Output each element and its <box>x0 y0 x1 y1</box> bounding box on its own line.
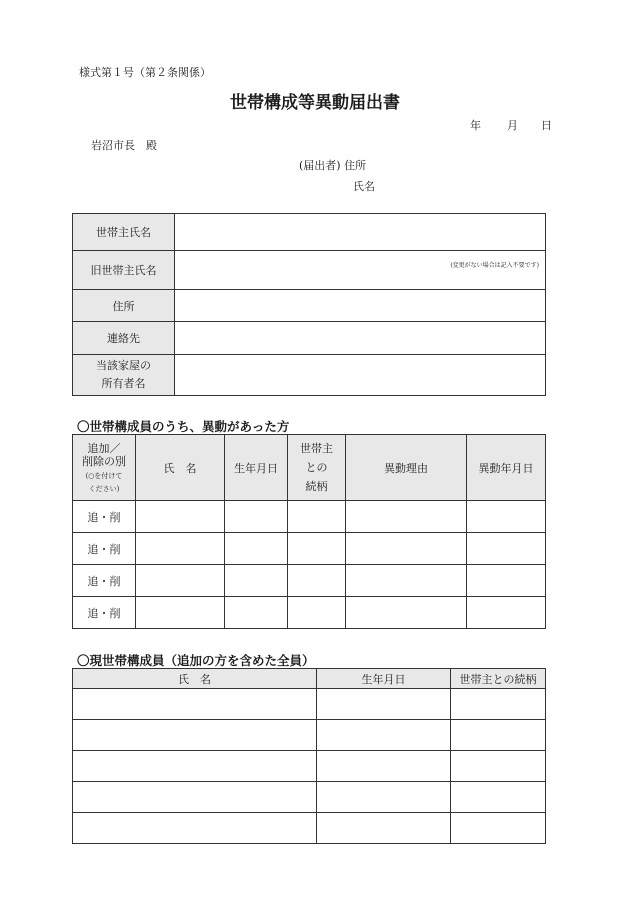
table-row <box>73 597 546 629</box>
member-name-cell[interactable] <box>73 813 317 844</box>
relation-cell[interactable] <box>288 501 346 533</box>
members-col-relationship: 世帯主との続柄 <box>451 669 546 689</box>
member-name-cell[interactable] <box>73 720 317 751</box>
changes-heading: 〇世帯構成員のうち、異動があった方 <box>77 419 290 434</box>
household-head-label: 世帯主氏名 <box>73 214 175 251</box>
reason-cell[interactable] <box>346 533 467 565</box>
form-title: 世帯構成等異動届出書 <box>230 93 400 113</box>
member-name-cell[interactable] <box>73 782 317 813</box>
member-birth-cell[interactable] <box>317 689 451 720</box>
member-birth-cell[interactable] <box>317 751 451 782</box>
relation-cell[interactable] <box>288 565 346 597</box>
date-day-label: 日 <box>541 119 552 132</box>
name-cell[interactable] <box>136 501 225 533</box>
member-birth-cell[interactable] <box>317 720 451 751</box>
col-reason: 異動理由 <box>346 435 467 501</box>
table-row <box>73 751 546 782</box>
add-delete-mark[interactable]: 追・削 <box>73 533 136 565</box>
members-heading: 〇現世帯構成員（追加の方を含めた全員） <box>77 653 315 668</box>
former-head-note: (変更がない場合は記入不要です) <box>450 262 539 269</box>
col-add-delete-line2: 削除の別 <box>82 454 126 468</box>
reason-cell[interactable] <box>346 597 467 629</box>
addressee: 岩沼市長 殿 <box>91 139 157 152</box>
birth-cell[interactable] <box>225 597 288 629</box>
reason-cell[interactable] <box>346 501 467 533</box>
applicant-name-label: 氏名 <box>353 180 375 193</box>
contact-label: 連絡先 <box>73 322 175 355</box>
name-cell[interactable] <box>136 565 225 597</box>
member-birth-cell[interactable] <box>317 782 451 813</box>
add-delete-mark[interactable]: 追・削 <box>73 565 136 597</box>
table-row <box>73 501 546 533</box>
relation-cell[interactable] <box>288 533 346 565</box>
table-row <box>73 533 546 565</box>
member-relation-cell[interactable] <box>451 689 546 720</box>
col-rel-line1: 世帯主 <box>300 442 333 455</box>
members-col-name: 氏 名 <box>73 669 317 689</box>
col-add-delete-line1: 追加／ <box>87 441 121 455</box>
members-col-birthdate: 生年月日 <box>317 669 451 689</box>
household-table <box>72 213 546 396</box>
col-rel-line3: 続柄 <box>305 480 328 493</box>
changes-table <box>72 434 546 629</box>
date-cell[interactable] <box>467 533 546 565</box>
table-row <box>73 813 546 844</box>
add-delete-mark[interactable]: 追・削 <box>73 597 136 629</box>
members-table <box>72 668 546 844</box>
contact-field[interactable] <box>175 322 546 355</box>
date-year-label: 年 <box>470 119 481 132</box>
date-cell[interactable] <box>467 597 546 629</box>
birth-cell[interactable] <box>225 501 288 533</box>
date-cell[interactable] <box>467 565 546 597</box>
owner-label-line1: 当該家屋の <box>96 359 151 372</box>
relation-cell[interactable] <box>288 597 346 629</box>
birth-cell[interactable] <box>225 533 288 565</box>
owner-field[interactable] <box>175 355 546 396</box>
name-cell[interactable] <box>136 533 225 565</box>
col-relationship <box>288 435 346 501</box>
member-relation-cell[interactable] <box>451 720 546 751</box>
birth-cell[interactable] <box>225 565 288 597</box>
former-head-label: 旧世帯主氏名 <box>73 251 175 290</box>
col-add-delete <box>73 435 136 501</box>
member-relation-cell[interactable] <box>451 813 546 844</box>
applicant-address-label: (届出者) 住所 <box>299 159 367 172</box>
address-label: 住所 <box>73 290 175 322</box>
former-head-field[interactable] <box>175 251 546 290</box>
table-row <box>73 689 546 720</box>
owner-label-line2: 所有者名 <box>101 377 146 390</box>
col-name: 氏 名 <box>136 435 225 501</box>
date-cell[interactable] <box>467 501 546 533</box>
col-rel-line2: との <box>305 461 328 474</box>
col-add-delete-note1: (○を付けて <box>85 471 123 480</box>
name-cell[interactable] <box>136 597 225 629</box>
col-add-delete-note2: ください) <box>88 484 120 493</box>
table-row <box>73 720 546 751</box>
table-row <box>73 782 546 813</box>
household-head-field[interactable] <box>175 214 546 251</box>
add-delete-mark[interactable]: 追・削 <box>73 501 136 533</box>
date-month-label: 月 <box>507 119 518 132</box>
member-relation-cell[interactable] <box>451 751 546 782</box>
reason-cell[interactable] <box>346 565 467 597</box>
col-birthdate: 生年月日 <box>225 435 288 501</box>
owner-label <box>73 355 175 396</box>
member-birth-cell[interactable] <box>317 813 451 844</box>
member-name-cell[interactable] <box>73 751 317 782</box>
member-name-cell[interactable] <box>73 689 317 720</box>
member-relation-cell[interactable] <box>451 782 546 813</box>
address-field[interactable] <box>175 290 546 322</box>
table-row <box>73 565 546 597</box>
col-change-date: 異動年月日 <box>467 435 546 501</box>
form-number: 様式第１号（第２条関係） <box>79 66 211 79</box>
